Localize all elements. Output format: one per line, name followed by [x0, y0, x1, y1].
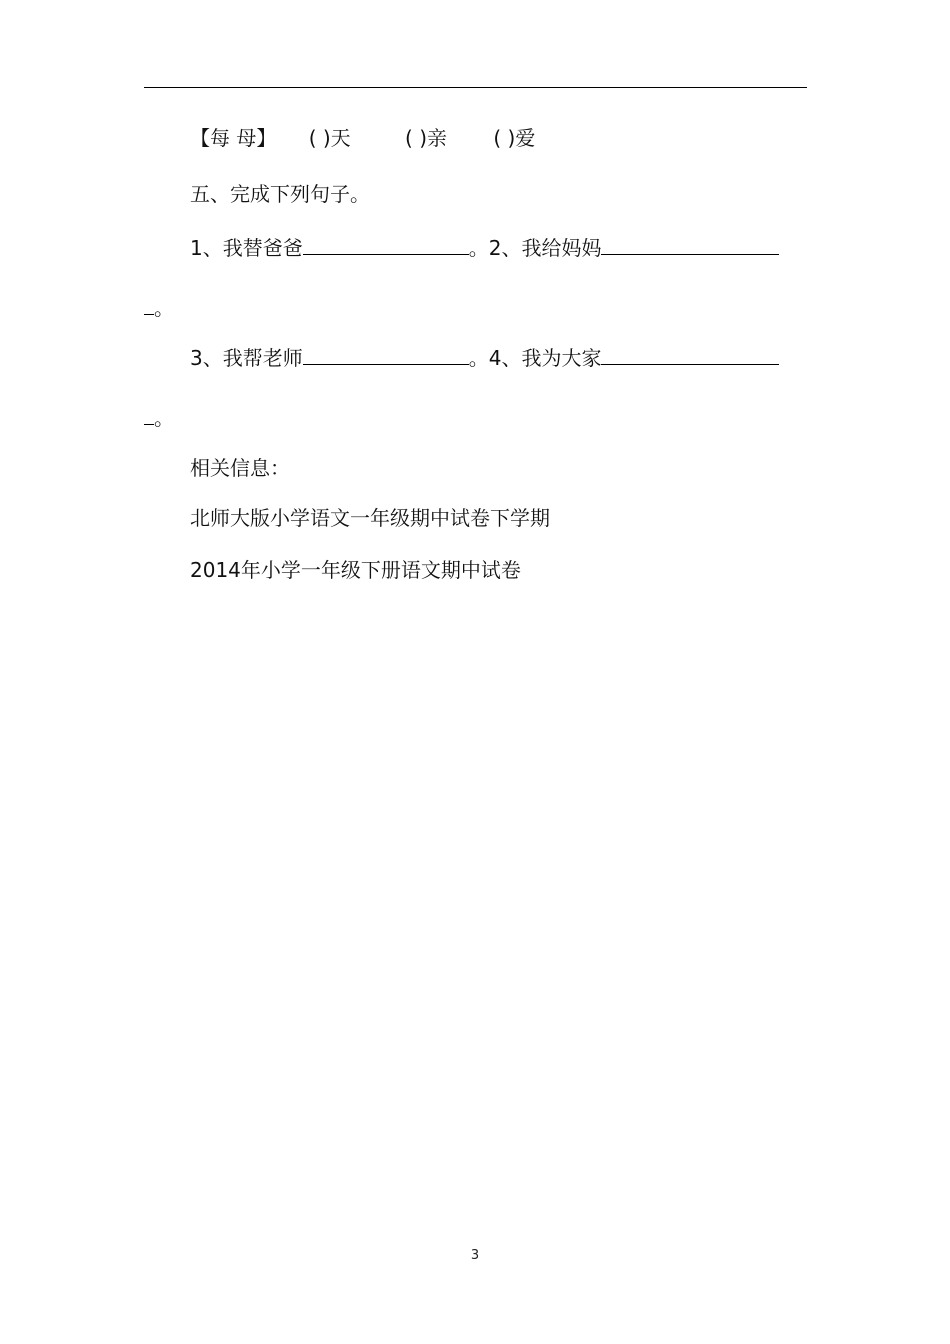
sentence-4-prefix: 。4、我为大家	[468, 346, 602, 370]
fill-blank-4	[601, 342, 779, 365]
sentence-row-1-end: 。	[154, 296, 174, 320]
fill-blank-2-tail	[144, 292, 154, 315]
related-link-2[interactable]: 2014年小学一年级下册语文期中试卷	[190, 558, 521, 582]
sentence-row-2	[190, 342, 779, 372]
fill-blank-4-tail	[144, 402, 154, 425]
choice-blank-2: ( )亲	[405, 126, 448, 150]
choice-blank-1: ( )天	[308, 126, 351, 150]
header-rule	[144, 87, 807, 88]
section-title: 五、完成下列句子。	[190, 182, 370, 206]
fill-blank-3	[303, 342, 469, 365]
word-choice-row	[190, 124, 535, 152]
sentence-row-2-end: 。	[154, 406, 174, 430]
sentence-3-prefix: 3、我帮老师	[190, 346, 303, 370]
related-link-1[interactable]: 北师大版小学语文一年级期中试卷下学期	[190, 506, 550, 530]
fill-blank-2	[601, 232, 779, 255]
choice-blank-3: ( )爱	[493, 126, 536, 150]
sentence-1-prefix: 1、我替爸爸	[190, 236, 303, 260]
sentence-2-prefix: 。2、我给妈妈	[468, 236, 602, 260]
sentence-row-2-continuation	[144, 402, 174, 432]
sentence-row-1-continuation	[144, 292, 174, 322]
fill-blank-1	[303, 232, 469, 255]
related-info-title: 相关信息：	[190, 456, 290, 480]
sentence-row-1	[190, 232, 779, 262]
page-number: 3	[470, 1248, 480, 1263]
character-pair: 【每 母】	[190, 126, 277, 150]
